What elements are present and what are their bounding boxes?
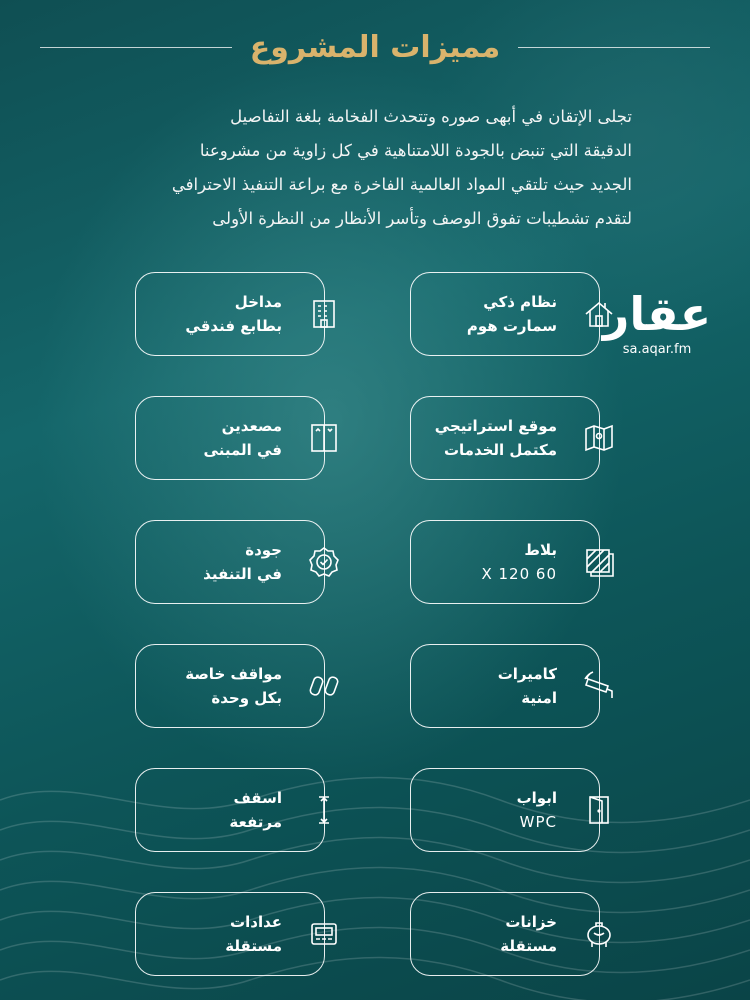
title-divider-right xyxy=(40,47,232,48)
intro-line: الدقيقة التي تنبض بالجودة اللامتناهية في كل زاوية من مشروعنا xyxy=(199,141,632,160)
quality-badge-icon xyxy=(304,542,344,582)
feature-card xyxy=(410,768,600,852)
intro-paragraph xyxy=(132,100,632,236)
feature-title: مواقف خاصة xyxy=(185,665,282,683)
feature-subtitle: 60 X 120 xyxy=(481,565,557,583)
smart-home-icon xyxy=(579,294,619,334)
security-camera-icon xyxy=(579,666,619,706)
feature-title: مداخل xyxy=(234,293,282,311)
feature-title: خزانات xyxy=(505,913,557,931)
feature-card xyxy=(135,768,325,852)
water-tank-icon xyxy=(579,914,619,954)
page-title: مميزات المشروع xyxy=(249,29,501,65)
height-arrow-icon xyxy=(304,790,344,830)
feature-card xyxy=(135,396,325,480)
feature-card xyxy=(135,520,325,604)
feature-subtitle: مكتمل الخدمات xyxy=(443,441,557,459)
tiles-icon xyxy=(579,542,619,582)
intro-line: تجلى الإتقان في أبهى صوره وتتحدث الفخامة بلغة التفاصيل xyxy=(230,107,632,126)
intro-line: الجديد حيث تلتقي المواد العالمية الفاخرة مع براعة التنفيذ الاحترافي xyxy=(171,175,632,194)
intro-line: لتقدم تشطيبات تفوق الوصف وتأسر الأنظار من النظرة الأولى xyxy=(212,209,632,228)
feature-title: موقع استراتيجي xyxy=(434,417,557,435)
map-icon xyxy=(579,418,619,458)
cars-icon xyxy=(304,666,344,706)
title-row xyxy=(40,22,710,72)
feature-title: اسقف xyxy=(233,789,282,807)
wave-pattern xyxy=(0,760,750,1000)
building-icon xyxy=(304,294,344,334)
feature-subtitle: مستقلة xyxy=(225,937,282,955)
feature-subtitle: بكل وحدة xyxy=(211,689,282,707)
feature-subtitle: WPC xyxy=(519,813,557,831)
feature-subtitle: امنية xyxy=(521,689,557,707)
feature-card xyxy=(135,644,325,728)
feature-subtitle: في المبنى xyxy=(203,441,282,459)
feature-subtitle: بطابع فندقي xyxy=(185,317,282,335)
feature-subtitle: مستقلة xyxy=(500,937,557,955)
feature-card xyxy=(410,892,600,976)
feature-title: كاميرات xyxy=(497,665,557,683)
elevator-icon xyxy=(304,418,344,458)
meter-icon xyxy=(304,914,344,954)
feature-title: عدادات xyxy=(230,913,282,931)
feature-title: بلاط xyxy=(524,541,557,559)
feature-title: مصعدين xyxy=(221,417,282,435)
feature-card xyxy=(410,272,600,356)
feature-subtitle: مرتفعة xyxy=(229,813,282,831)
feature-subtitle: سمارت هوم xyxy=(466,317,557,335)
feature-subtitle: في التنفيذ xyxy=(203,565,282,583)
title-divider-left xyxy=(518,47,710,48)
feature-card xyxy=(135,892,325,976)
feature-title: ابواب xyxy=(516,789,557,807)
feature-card xyxy=(410,644,600,728)
feature-card xyxy=(410,520,600,604)
feature-title: جودة xyxy=(245,541,282,559)
watermark-url: sa.aqar.fm xyxy=(622,342,692,357)
feature-title: نظام ذكي xyxy=(483,293,557,311)
feature-card xyxy=(135,272,325,356)
feature-card xyxy=(410,396,600,480)
watermark-brand: عقار xyxy=(602,287,712,341)
door-icon xyxy=(579,790,619,830)
